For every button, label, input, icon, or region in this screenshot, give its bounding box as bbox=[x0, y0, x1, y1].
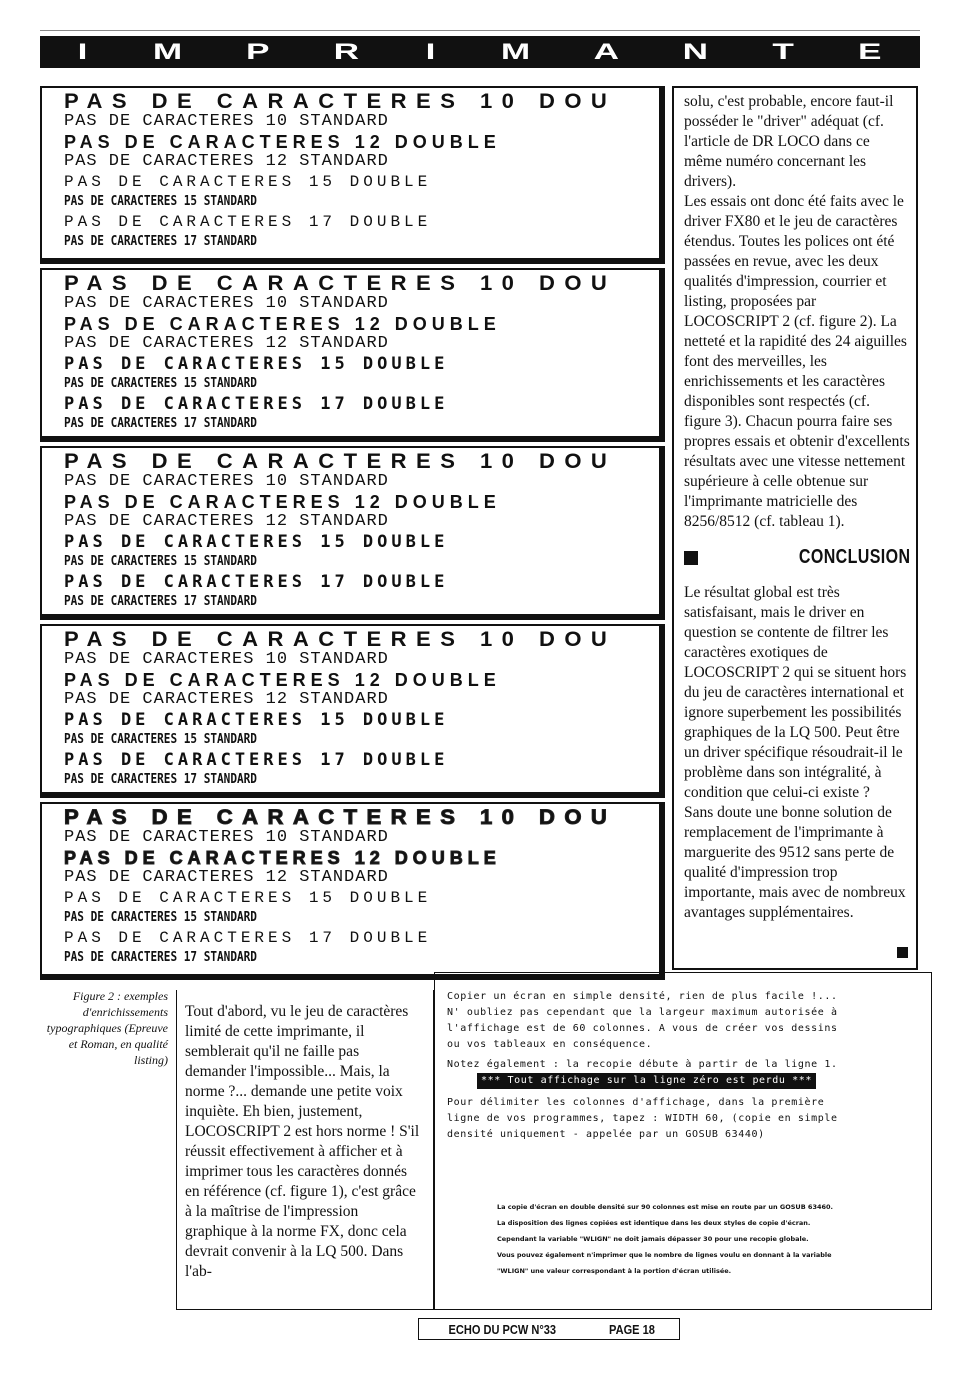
font-sample-block bbox=[40, 86, 665, 264]
font-sample-block bbox=[40, 624, 665, 798]
screen-line: Copier un écran en simple densité, rien de plus facile !... bbox=[447, 991, 838, 1002]
sample-line: PAS DE CARACTERES 10 STANDARD bbox=[64, 828, 389, 847]
sample-line: PAS DE CARACTERES 12 STANDARD bbox=[64, 152, 389, 171]
screen-line: ou vos tableaux en conséquence. bbox=[447, 1039, 653, 1050]
sample-line: PAS DE CARACTERES 10 DOU bbox=[64, 806, 617, 829]
banner-letter: E bbox=[858, 39, 885, 64]
footer-magazine: ECHO DU PCW N°33 bbox=[448, 1321, 556, 1337]
sample-line: PAS DE CARACTERES 15 DOUBLE bbox=[64, 532, 449, 552]
sample-line: PAS DE CARACTERES 10 STANDARD bbox=[64, 650, 389, 669]
sample-line: PAS DE CARACTERES 17 DOUBLE bbox=[64, 213, 432, 231]
sample-line: PAS DE CARACTERES 10 STANDARD bbox=[64, 294, 389, 313]
page-footer bbox=[418, 1318, 680, 1340]
screen-inverse-text: *** Tout affichage sur la ligne zéro est perdu *** bbox=[477, 1073, 816, 1089]
font-sample-block bbox=[40, 446, 665, 620]
right-para-1: solu, c'est probable, encore faut-il posséder le "driver" adéquat (cf. l'article de DR LOCO dans ce même numéro concernant les drivers). bbox=[684, 93, 894, 190]
screen-small-line: "WLIGN" une valeur correspondant à la portion d'écran utilisée. bbox=[497, 1267, 732, 1275]
banner-letter: P bbox=[245, 39, 273, 64]
sample-line: PAS DE CARACTERES 12 STANDARD bbox=[64, 868, 389, 887]
sample-line: PAS DE CARACTERES 10 DOU bbox=[64, 450, 617, 473]
screen-line: densité uniquement - appelée par un GOSUB 63440) bbox=[447, 1129, 765, 1140]
end-mark-square-icon bbox=[897, 947, 908, 958]
sample-line: PAS DE CARACTERES 12 STANDARD bbox=[64, 690, 389, 709]
sample-line: PAS DE CARACTERES 17 DOUBLE bbox=[64, 929, 432, 947]
sample-line: PAS DE CARACTERES 15 STANDARD bbox=[64, 194, 257, 209]
sample-line: PAS DE CARACTERES 17 STANDARD bbox=[64, 950, 257, 965]
figure-caption: Figure 2 : exemples d'enrichissements typographiques (Epreuve et Roman, en qualité listing) bbox=[46, 989, 168, 1067]
banner-letter: I bbox=[425, 39, 439, 64]
banner-letter: R bbox=[333, 39, 362, 64]
screen-line: Pour délimiter les colonnes d'affichage, dans la première bbox=[447, 1097, 825, 1108]
section-banner bbox=[40, 36, 920, 68]
screen-inverse-row bbox=[447, 1073, 921, 1089]
sample-line: PAS DE CARACTERES 17 STANDARD bbox=[64, 772, 257, 787]
banner-letter: I bbox=[77, 39, 91, 64]
sample-line: PAS DE CARACTERES 17 STANDARD bbox=[64, 416, 257, 431]
banner-letter: A bbox=[593, 39, 622, 64]
right-para-3: Le résultat global est très satisfaisant, mais le driver en question se contente de filtrer les caractères exotiques de LOCOSCRIPT 2 qui se situent hors du jeu de caractères international et ignore superbement les possibilités graphiques de la LQ 500. Peut être un driver spécifique résoudrait-il le problème dans son intégralité, à condition que celui-ci existe ? bbox=[684, 584, 907, 801]
right-para-2: Les essais ont donc été faits avec le driver FX80 et le jeu de caractères étendus. Toutes les polices ont été passées en revue, avec les deux qualités d'impression, courrier et listing, proposées par LOCOSCRIPT 2 (cf. figure 2). La netteté et la rapidité des 24 aiguilles font des merveilles, les enrichissements et les caractères disponibles sont respectés (cf. figure 3). Chacun pourra faire ses propres essais et obtenir d'excellents résultats avec une vitesse nettement supérieure à celle obtenue sur l'imprimante matricielle des 8256/8512 (cf. tableau 1). bbox=[684, 193, 910, 530]
screen-copy-figure bbox=[434, 972, 932, 1310]
screen-line: l'affichage est de 60 colonnes. A vous de créer vos dessins bbox=[447, 1023, 838, 1034]
sample-line: PAS DE CARACTERES 12 DOUBLE bbox=[64, 492, 501, 512]
banner-letter: M bbox=[500, 39, 534, 64]
conclusion-title: CONCLUSION bbox=[798, 546, 910, 568]
banner-letter: T bbox=[772, 39, 797, 64]
middle-column bbox=[176, 990, 434, 1310]
screen-line: ligne de vos programmes, tapez : WIDTH 60, (copie en simple bbox=[447, 1113, 838, 1124]
sample-line: PAS DE CARACTERES 15 DOUBLE bbox=[64, 889, 432, 907]
sample-line: PAS DE CARACTERES 15 DOUBLE bbox=[64, 710, 449, 730]
top-rule bbox=[40, 30, 920, 31]
sample-line: PAS DE CARACTERES 17 STANDARD bbox=[64, 234, 257, 249]
sample-line: PAS DE CARACTERES 12 DOUBLE bbox=[64, 314, 501, 334]
sample-line: PAS DE CARACTERES 10 STANDARD bbox=[64, 112, 389, 131]
banner-letter: N bbox=[682, 39, 711, 64]
sample-line: PAS DE CARACTERES 12 DOUBLE bbox=[64, 670, 501, 690]
screen-line: N' oubliez pas cependant que la largeur maximum autorisée à bbox=[447, 1007, 838, 1018]
sample-line: PAS DE CARACTERES 15 STANDARD bbox=[64, 910, 257, 925]
sample-line: PAS DE CARACTERES 15 STANDARD bbox=[64, 732, 257, 747]
right-column bbox=[672, 86, 918, 970]
font-samples-figure bbox=[40, 86, 665, 981]
sample-line: PAS DE CARACTERES 10 STANDARD bbox=[64, 472, 389, 491]
sample-line: PAS DE CARACTERES 17 DOUBLE bbox=[64, 394, 449, 414]
screen-small-line: Vous pouvez également n'imprimer que le nombre de lignes voulu en donnant à la variable bbox=[497, 1251, 832, 1259]
sample-line: PAS DE CARACTERES 10 DOU bbox=[64, 90, 617, 113]
screen-small-line: La copie d'écran en double densité sur 90 colonnes est mise en route par un GOSUB 63460. bbox=[497, 1203, 834, 1211]
font-sample-block bbox=[40, 268, 665, 442]
bullet-square-icon bbox=[684, 551, 698, 565]
sample-line: PAS DE CARACTERES 17 STANDARD bbox=[64, 594, 257, 609]
middle-para: Tout d'abord, vu le jeu de caractères limité de cette imprimante, il semblerait qu'il ne faille pas demander l'impossible... Mais, la norme ?... demande une petite voix inquiète. Eh bien, justement, LOCOSCRIPT 2 est hors norme ! S'il réussit effectivement à afficher et à imprimer tous les caractères donnés en référence (cf. figure 1), c'est grâce à la maîtrise de l'impression graphique à la norme FX, donc cela devrait convenir à la LQ 500. Dans l'ab- bbox=[185, 1003, 420, 1280]
sample-line: PAS DE CARACTERES 15 DOUBLE bbox=[64, 354, 449, 374]
banner-letter: M bbox=[153, 39, 186, 64]
right-para-4: Sans doute une bonne solution de remplacement de l'imprimante à marguerite des 9512 sans perte de qualité d'impression trop importante, mais avec de nombreux avantages supplémentaires. bbox=[684, 804, 906, 921]
font-sample-block bbox=[40, 802, 665, 980]
screen-small-line: La disposition des lignes copiées est identique dans les deux styles de copie d'écran. bbox=[497, 1219, 811, 1227]
screen-small-line: Cependant la variable "WLIGN" ne doit jamais dépasser 30 pour une recopie globale. bbox=[497, 1235, 809, 1243]
sample-line: PAS DE CARACTERES 10 DOU bbox=[64, 272, 617, 295]
screen-note: Notez également : la recopie débute à partir de la ligne 1. bbox=[447, 1059, 838, 1070]
sample-line: PAS DE CARACTERES 17 DOUBLE bbox=[64, 572, 449, 592]
sample-line: PAS DE CARACTERES 15 DOUBLE bbox=[64, 173, 432, 191]
sample-line: PAS DE CARACTERES 15 STANDARD bbox=[64, 376, 257, 391]
conclusion-heading bbox=[684, 546, 910, 569]
sample-line: PAS DE CARACTERES 15 STANDARD bbox=[64, 554, 257, 569]
sample-line: PAS DE CARACTERES 17 DOUBLE bbox=[64, 750, 449, 770]
sample-line: PAS DE CARACTERES 12 STANDARD bbox=[64, 512, 389, 531]
sample-line: PAS DE CARACTERES 12 DOUBLE bbox=[64, 132, 501, 152]
sample-line: PAS DE CARACTERES 12 STANDARD bbox=[64, 334, 389, 353]
sample-line: PAS DE CARACTERES 12 DOUBLE bbox=[64, 848, 501, 868]
footer-page: PAGE 18 bbox=[609, 1321, 656, 1337]
sample-line: PAS DE CARACTERES 10 DOU bbox=[64, 628, 617, 651]
